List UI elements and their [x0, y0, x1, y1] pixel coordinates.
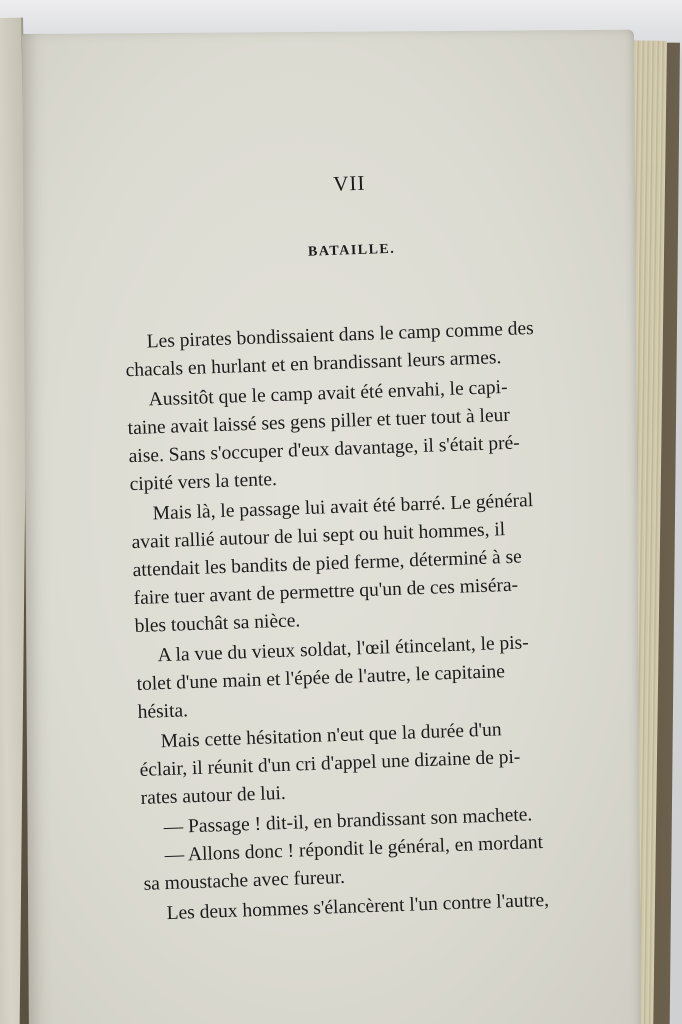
chapter-number: VII: [332, 170, 366, 196]
text-line: Mais cette hésitation n'eut que la durée d'un: [160, 719, 502, 753]
text-line: — Allons donc ! répondit le général, en mordant: [164, 831, 544, 867]
text-line: Mais là, le passage lui avait été barré. Le général: [152, 490, 534, 525]
chapter-title: BATAILLE.: [307, 241, 396, 260]
text-line: rates autour de lui.: [140, 782, 287, 809]
text-line: bles touchât sa nièce.: [134, 610, 301, 638]
text-line: A la vue du vieux soldat, l'œil étincelant, le pis-: [157, 632, 530, 667]
text-line: — Passage ! dit-il, en brandissant son machete.: [163, 804, 533, 839]
paragraph: [138, 712, 631, 813]
text-line: tolet d'une main et l'épée de l'autre, le capitaine: [136, 661, 506, 696]
text-line: Les deux hommes s'élancèrent l'un contre l'autre,: [166, 889, 550, 925]
text-line: chacals en hurlant et en brandissant leurs armes.: [125, 347, 502, 382]
text-line: sa moustache avec fureur.: [143, 866, 346, 895]
text-line: Aussitôt que le camp avait été envahi, le capi-: [148, 376, 508, 411]
book-page: [22, 30, 641, 1024]
text-line: cipité vers la tente.: [129, 469, 278, 496]
text-line: faire tuer avant de permettre qu'un de ces miséra-: [133, 574, 519, 610]
text-line: taine avait laissé ses gens piller et tuer tout à leur: [127, 404, 511, 440]
text-line: éclair, il réunit d'un cri d'appel une dizaine de pi-: [139, 746, 521, 781]
text-line: avait rallié autour de lui sept ou huit hommes, il: [131, 519, 506, 554]
paragraph: [130, 484, 625, 641]
text-line: attendait les bandits de pied ferme, déterminé à se: [132, 546, 523, 582]
text-line: aise. Sans s'occuper d'eux davantage, il s'était pré-: [128, 432, 521, 468]
text-line: Les pirates bondissaient dans le camp comme des: [146, 317, 535, 353]
paragraph: [126, 370, 620, 499]
page-text: [119, 162, 609, 925]
paragraph: [135, 626, 628, 727]
text-line: hésita.: [137, 700, 189, 723]
